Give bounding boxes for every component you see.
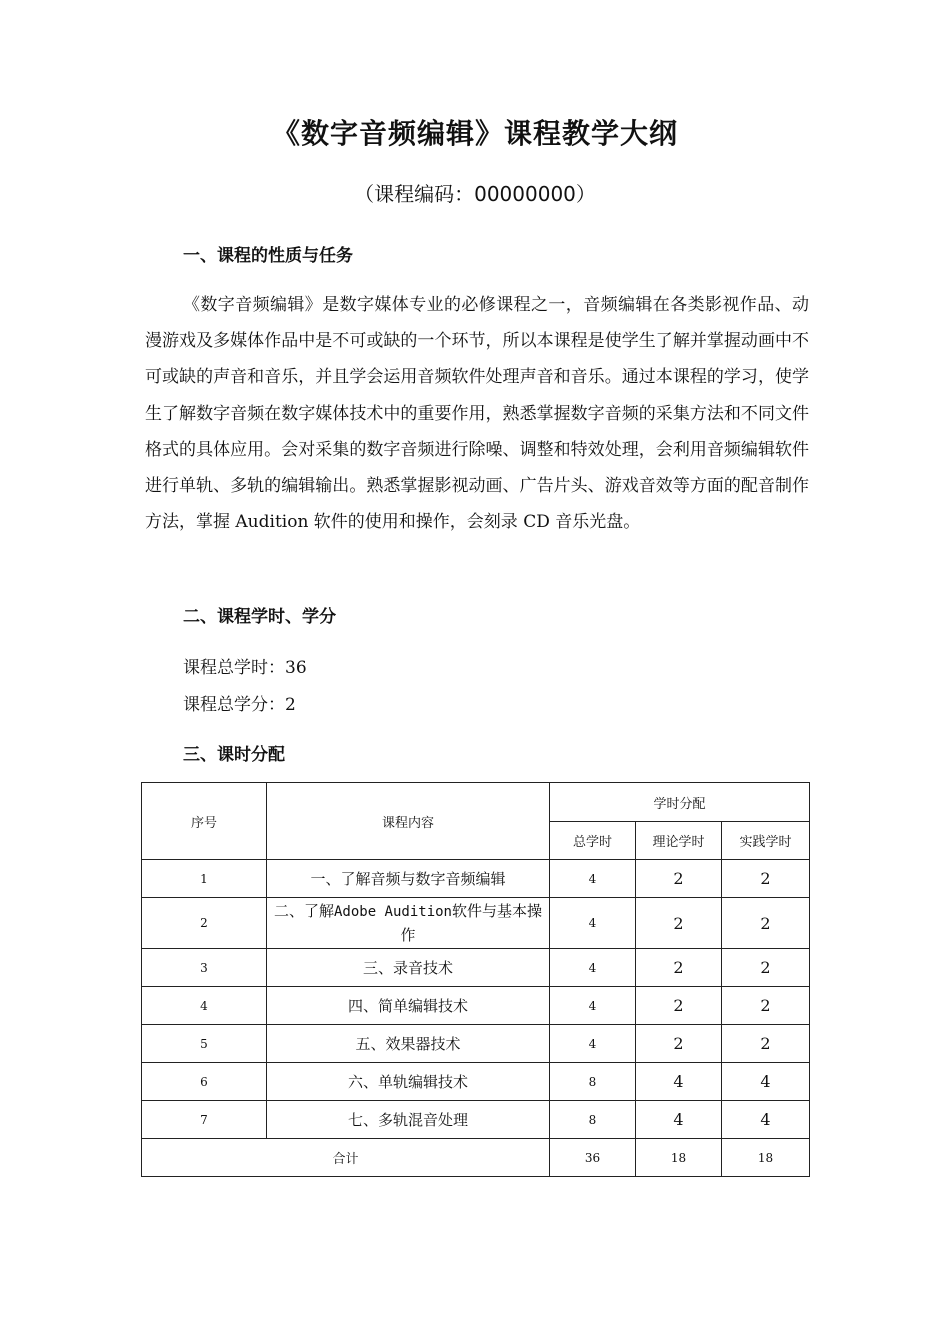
header-theory-hours: 理论学时 [636,822,722,860]
total-hours: 课程总学时：36 [183,658,307,678]
total-credits: 课程总学分：2 [183,695,296,715]
row-seq: 2 [142,898,267,949]
row-content: 四、简单编辑技术 [267,987,550,1025]
row-practice: 4 [722,1101,810,1139]
table-row [142,898,810,949]
row-theory: 2 [636,987,722,1025]
table-row [142,1063,810,1101]
row-theory: 2 [636,949,722,987]
row-practice: 2 [722,898,810,949]
row-theory: 4 [636,1063,722,1101]
row-content: 七、多轨混音处理 [267,1101,550,1139]
row-practice: 2 [722,860,810,898]
table-total-row [142,1139,810,1177]
header-practice-hours: 实践学时 [722,822,810,860]
table-row [142,949,810,987]
header-allocation: 学时分配 [550,783,810,822]
row-theory: 2 [636,860,722,898]
row-seq: 5 [142,1025,267,1063]
table-row [142,1025,810,1063]
section-heading-allocation: 三、课时分配 [183,745,285,765]
table-row [142,860,810,898]
total-label: 合计 [142,1139,550,1177]
row-practice: 2 [722,987,810,1025]
section-heading-hours: 二、课程学时、学分 [183,607,336,627]
row-practice: 4 [722,1063,810,1101]
document-title: 《数字音频编辑》课程教学大纲 [271,117,678,150]
header-total-hours: 总学时 [550,822,636,860]
row-seq: 7 [142,1101,267,1139]
course-code: （课程编码：00000000） [354,182,596,206]
table-row [142,1101,810,1139]
row-total: 8 [550,1101,636,1139]
row-seq: 1 [142,860,267,898]
row-total: 4 [550,949,636,987]
row-total: 4 [550,1025,636,1063]
hours-allocation-table [141,782,810,1177]
row-practice: 2 [722,949,810,987]
row-seq: 3 [142,949,267,987]
row-total: 8 [550,1063,636,1101]
row-seq: 6 [142,1063,267,1101]
row-content: 二、了解Adobe Audition软件与基本操作 [267,898,550,949]
row-content: 六、单轨编辑技术 [267,1063,550,1101]
row-total: 4 [550,987,636,1025]
header-content: 课程内容 [267,783,550,860]
row-content: 三、录音技术 [267,949,550,987]
row-practice: 2 [722,1025,810,1063]
row-seq: 4 [142,987,267,1025]
row-total: 4 [550,898,636,949]
section-body-nature: 《数字音频编辑》是数字媒体专业的必修课程之一，音频编辑在各类影视作品、动漫游戏及多媒体作品中是不可或缺的一个环节，所以本课程是使学生了解并掌握动画中不可或缺的声音和音乐，并且学会运用音频软件处理声音和音乐。通过本课程的学习，使学生了解数字音频在数字媒体技术中的重要作用，熟悉掌握数字音频的采集方法和不同文件格式的具体应用。会对采集的数字音频进行除噪、调整和特效处理，会利用音频编辑软件进行单轨、多轨的编辑输出。熟悉掌握影视动画、广告片头、游戏音效等方面的配音制作方法，掌握 Audition 软件的使用和操作，会刻录 CD 音乐光盘。 [145,295,809,533]
sum-theory-hours: 18 [636,1139,722,1177]
row-theory: 4 [636,1101,722,1139]
row-total: 4 [550,860,636,898]
section-heading-nature: 一、课程的性质与任务 [183,246,353,266]
sum-practice-hours: 18 [722,1139,810,1177]
row-content: 五、效果器技术 [267,1025,550,1063]
row-content: 一、了解音频与数字音频编辑 [267,860,550,898]
table-row [142,987,810,1025]
header-seq: 序号 [142,783,267,860]
row-theory: 2 [636,1025,722,1063]
row-theory: 2 [636,898,722,949]
sum-total-hours: 36 [550,1139,636,1177]
